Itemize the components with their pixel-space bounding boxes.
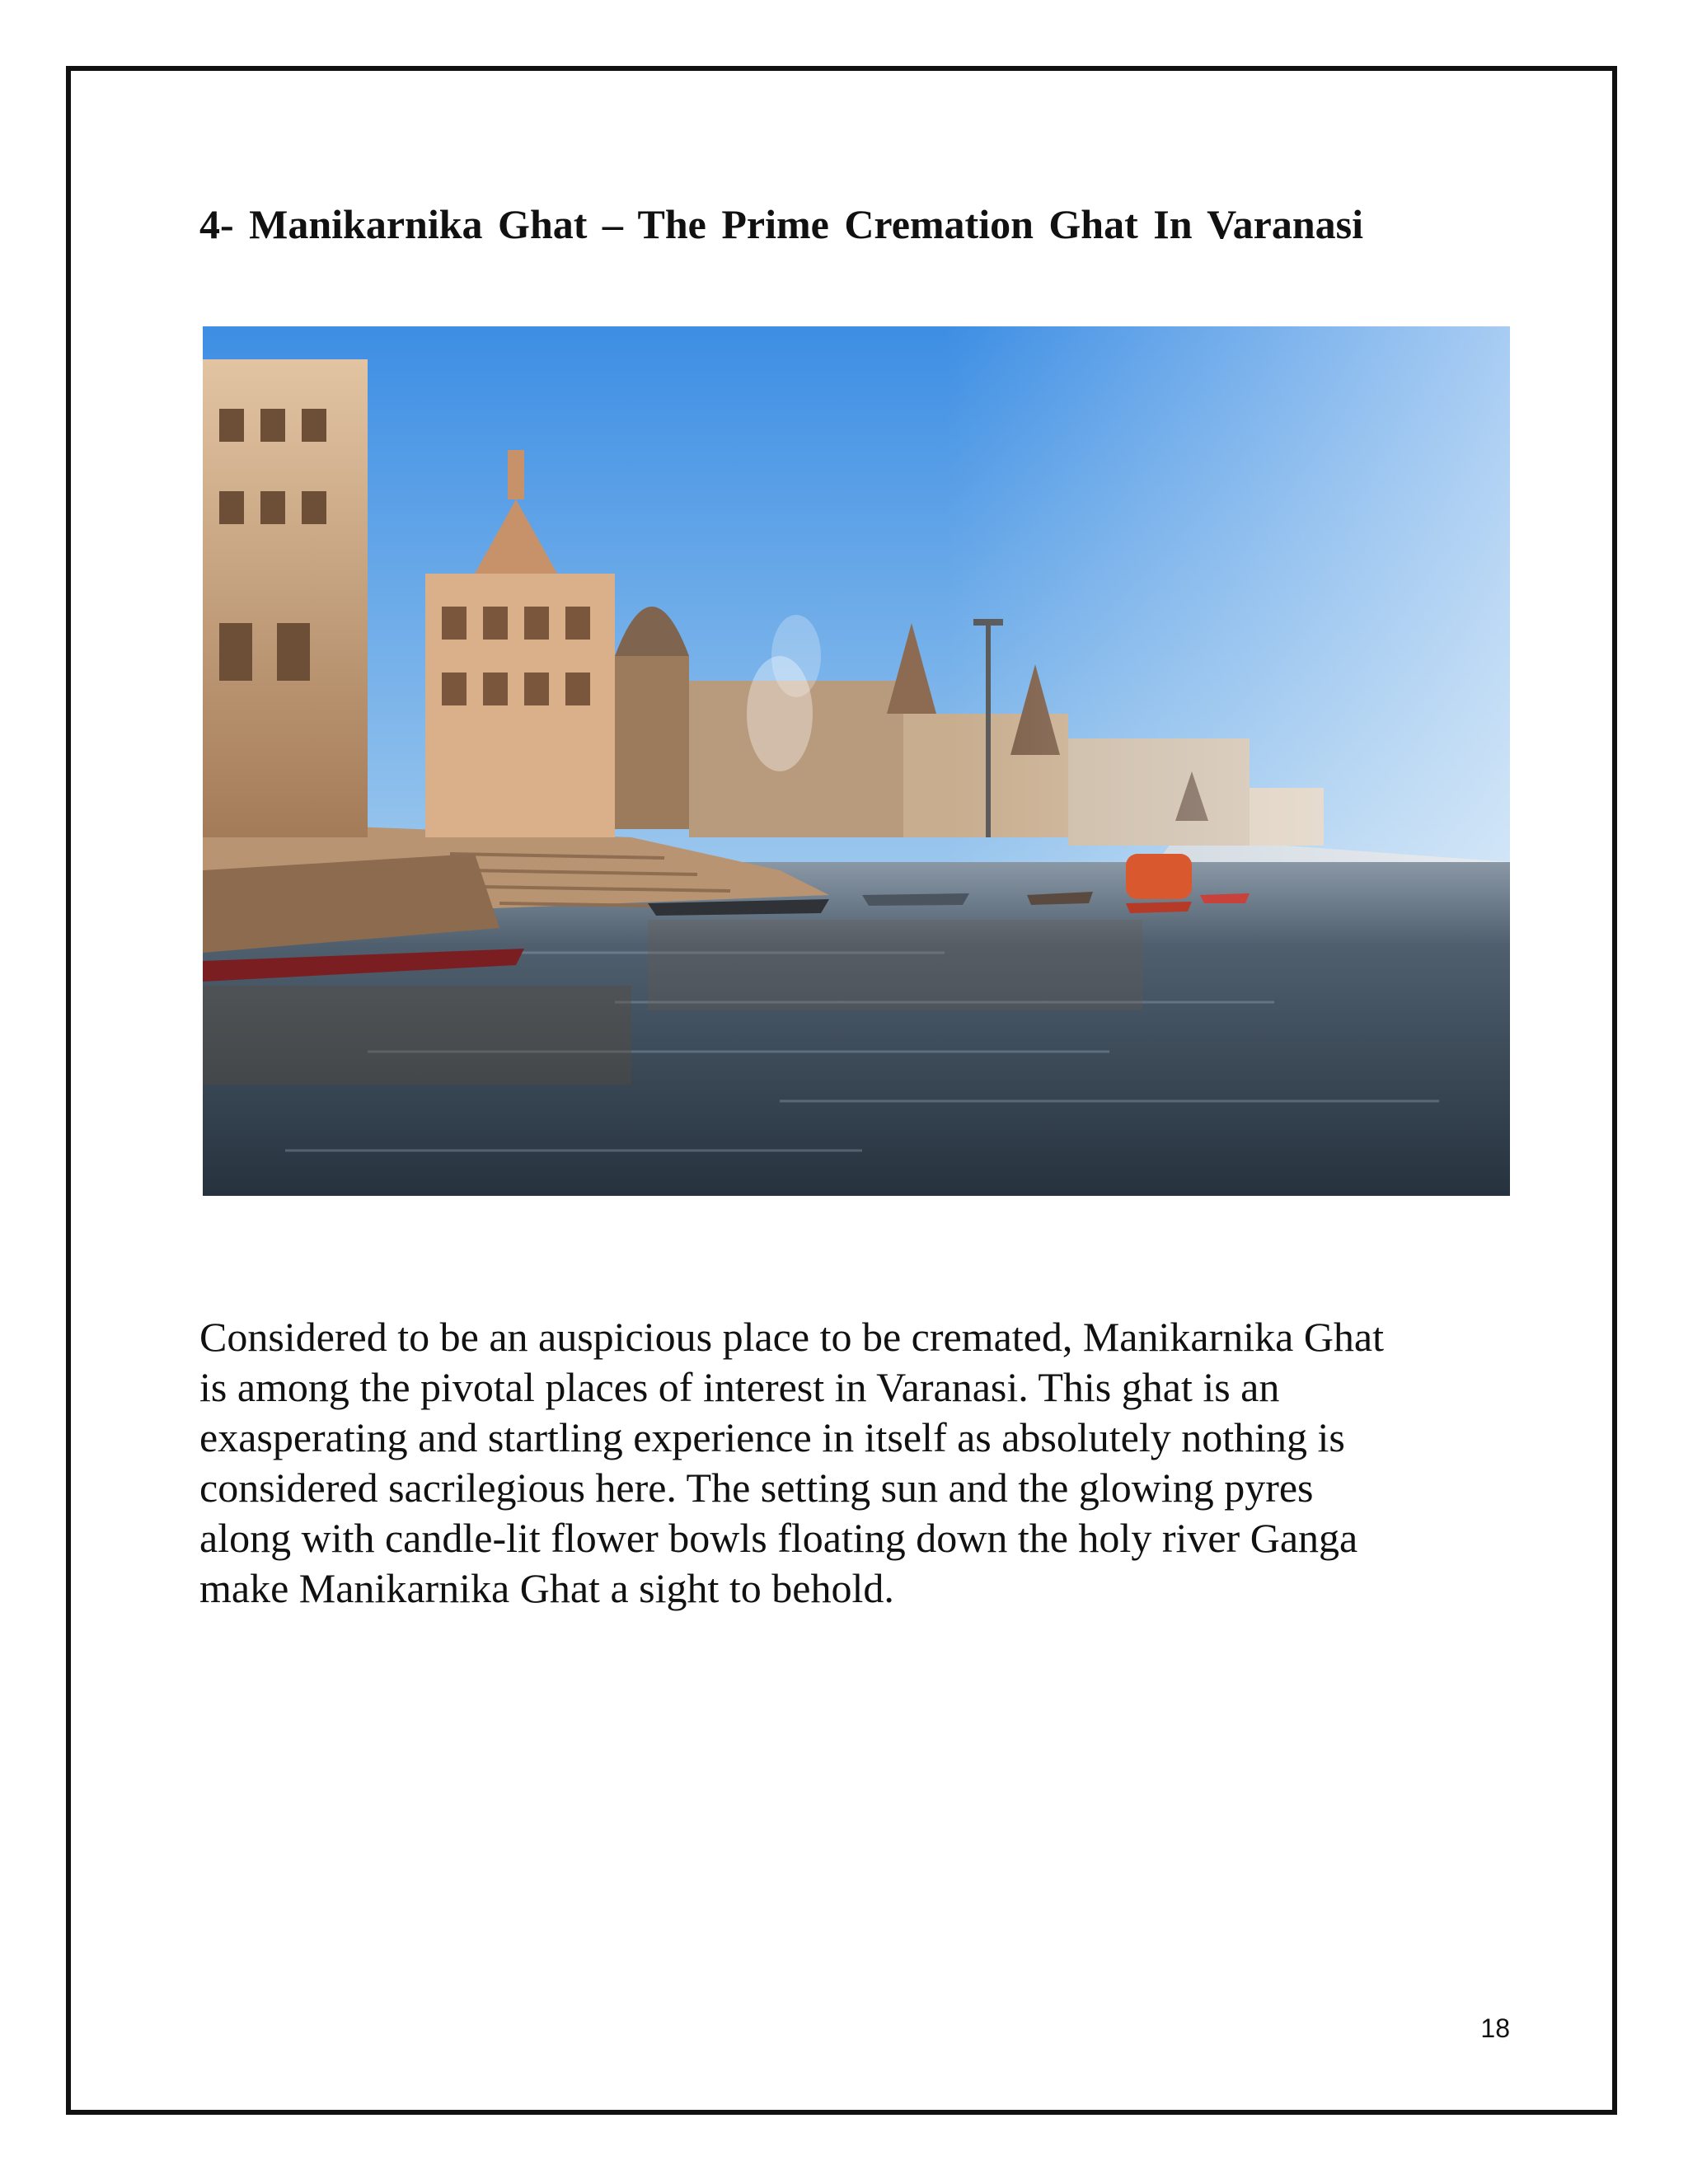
page-number: 18 — [1480, 2013, 1510, 2043]
body-paragraph — [199, 1312, 1485, 1614]
body-line: considered sacrilegious here. The setting sun and the glowing pyres — [199, 1465, 1314, 1511]
body-line: is among the pivotal places of interest in Varanasi. This ghat is an — [199, 1364, 1280, 1410]
body-line: Considered to be an auspicious place to be cremated, Manikarnika Ghat — [199, 1314, 1385, 1360]
page-heading: 4- Manikarnika Ghat – The Prime Cremation Ghat In Varanasi — [199, 201, 1363, 247]
body-line: exasperating and startling experience in itself as absolutely nothing is — [199, 1414, 1345, 1460]
ghat-photo — [203, 326, 1510, 1196]
body-line: make Manikarnika Ghat a sight to behold. — [199, 1565, 894, 1611]
body-line: along with candle-lit flower bowls floating down the holy river Ganga — [199, 1515, 1358, 1561]
